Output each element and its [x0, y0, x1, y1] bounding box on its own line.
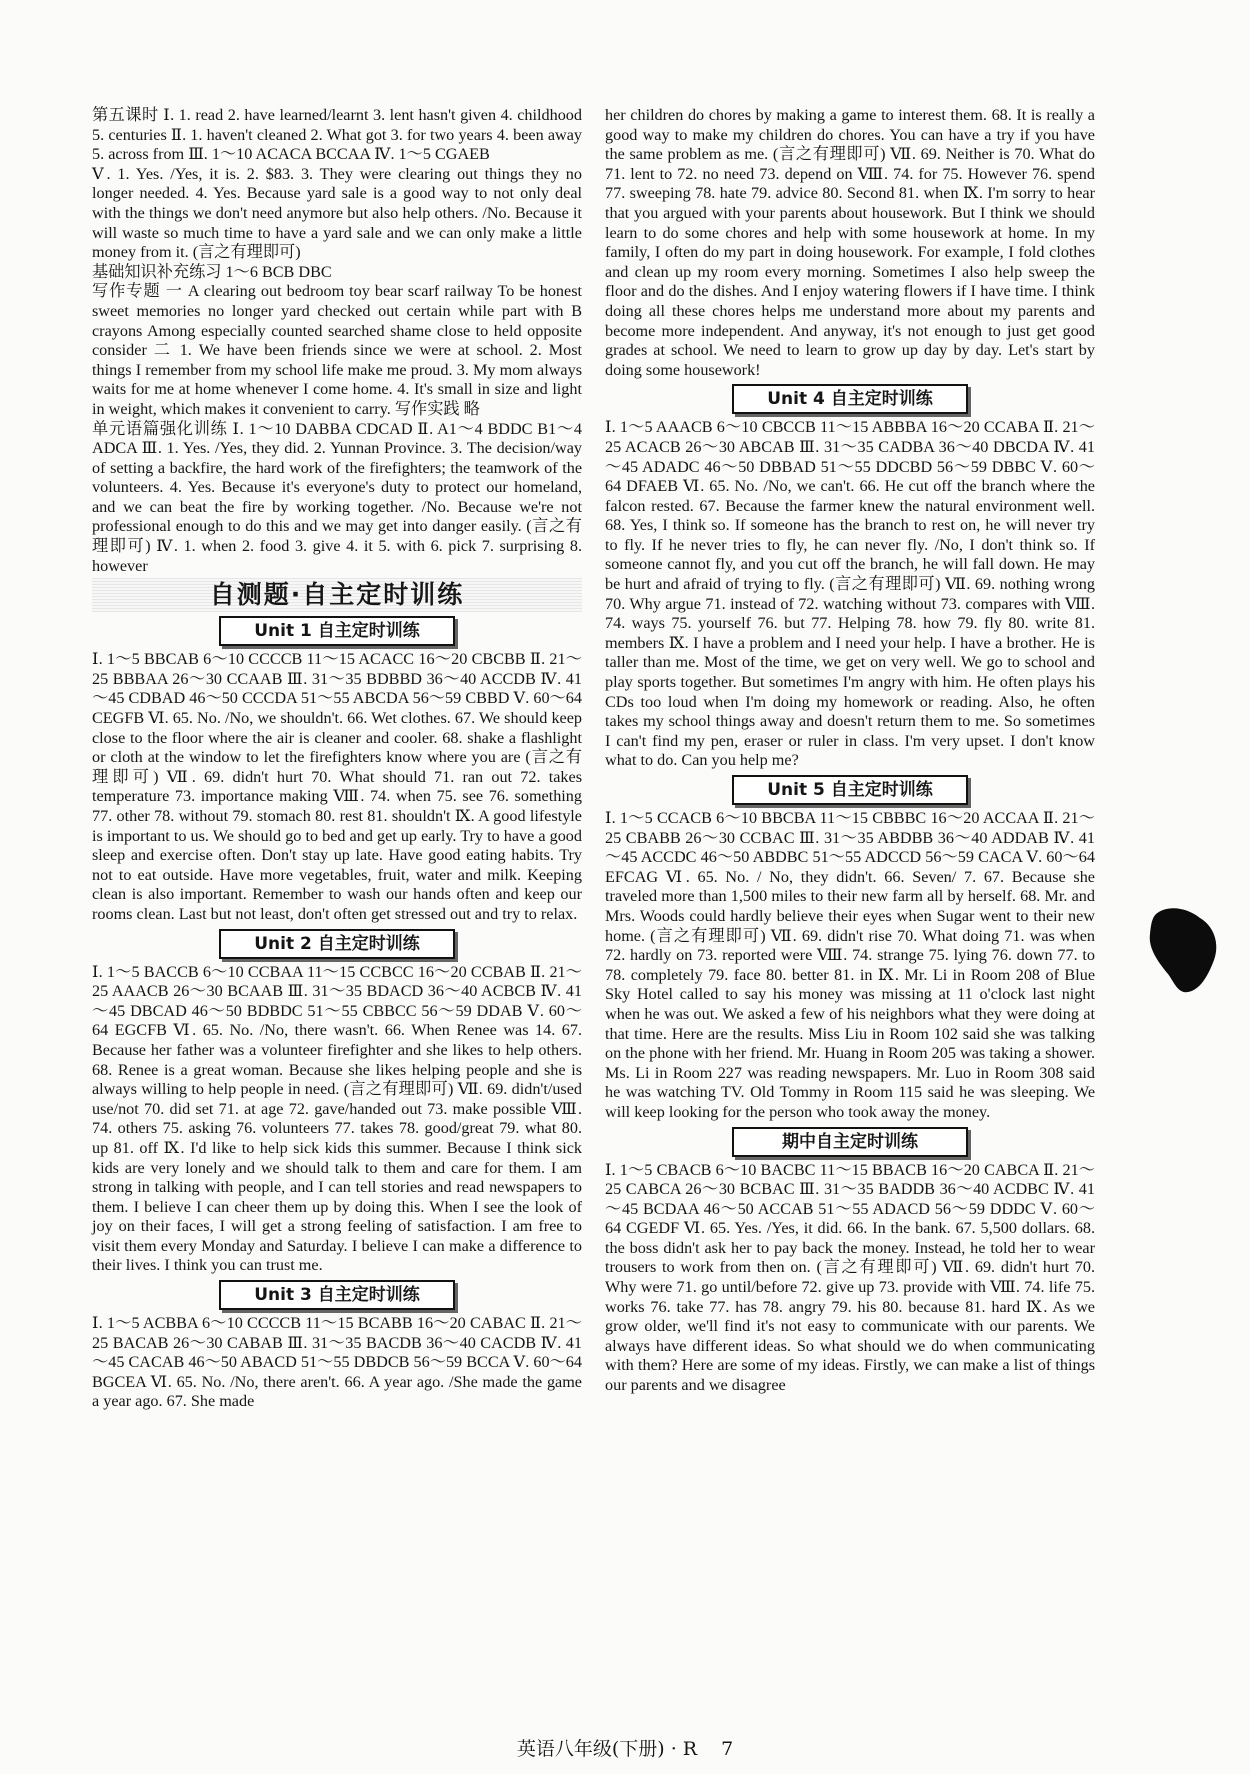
lesson-5-answers: 第五课时 Ⅰ. 1. read 2. have learned/learnt 3. lent hasn't given 4. childhood 5. centuries Ⅱ. 1. haven't cleaned 2. What got 3. for two years 4. been away 5. across from Ⅲ. 1～10 ACACA BCCAA Ⅳ. 1～5 CGAEB [92, 106, 582, 164]
unit-4-title: Unit 4 自主定时训练 [732, 384, 968, 414]
unit-1-answers: Ⅰ. 1～5 BBCAB 6～10 CCCCB 11～15 ACACC 16～20 CBCBB Ⅱ. 21～25 BBBAA 26～30 CCAAB Ⅲ. 31～35 BDBBD 36～40 ACCDB Ⅳ. 41～45 CDBAD 46～50 CCCDA 51～55 ABCDA 56～59 CBBD Ⅴ. 60～64 CEGFB Ⅵ. 65. No. /No, we shouldn't. 66. Wet clothes. 67. We should keep close to the floor where the air is cleaner and cooler. 68. shake a flashlight or cloth at the window to let the firefighters know where you are (言之有理即可) Ⅶ. 69. didn't hurt 70. What should 71. ran out 72. takes temperature 73. importance making Ⅷ. 74. when 75. see 76. something 77. other 78. without 79. stomach 80. rest 81. shouldn't Ⅸ. A good lifestyle is important to us. We should go to bed and get up early. Try to have a good sleep and exercise often. Don't stay up late. Have good eating habits. Try not to eat outside. Have more vegetables, fruit, water and milk. Keeping clean is also important. Remember to wash our hands often and keep our rooms clean. Last but not least, don't often get stressed out and try to relax. [92, 650, 582, 923]
right-column [605, 106, 1095, 1396]
unit-2-title: Unit 2 自主定时训练 [219, 929, 455, 959]
ink-blot-decoration [1148, 904, 1220, 994]
unit-discourse-answers: 单元语篇强化训练 Ⅰ. 1～10 DABBA CDCAD Ⅱ. A1～4 BDDC B1～4 ADCA Ⅲ. 1. Yes. /Yes, they did. 2. Yunnan Province. 3. The decision/way of setting a backfire, the hard work of the firefighters; the teamwork of the volunteers. 4. Yes. Because it's everyone's duty to protect our homeland, and we can beat the fire by working together. /No. Because we're not professional enough to do this and we may get into danger easily. (言之有理即可) Ⅳ. 1. when 2. food 3. give 4. it 5. with 6. pick 7. surprising 8. however [92, 419, 582, 575]
writing-topic-answers: 写作专题 一 A clearing out bedroom toy bear scarf railway To be honest sweet memories no longer yard checked out certain while part with B crayons Among especially counted searched shame close to held opposite consider 二 1. We have been friends since we were at school. 2. Most things I remember from my school life make me proud. 3. My mom always waits for me at home whenever I come home. 4. It's small in size and light in weight, which makes it convenient to carry. 写作实践 略 [92, 282, 582, 418]
left-column [92, 106, 582, 1412]
unit-4-answers: Ⅰ. 1～5 AAACB 6～10 CBCCB 11～15 ABBBA 16～20 CCABA Ⅱ. 21～25 ACACB 26～30 ABCAB Ⅲ. 31～35 CADBA 36～40 DBCDA Ⅳ. 41～45 ADADC 46～50 DBBAD 51～55 DDCBD 56～59 DBBC Ⅴ. 60～64 DFAEB Ⅵ. 65. No. /No, we can't. 66. He cut off the branch where the falcon rested. 67. Because the farmer knew the natural environment well. 68. Yes, I think so. If someone has the branch to rest on, he will never try to fly. If he never tries to fly, he can never fly. /No, I don't think so. If someone cannot fly, and you cut off the branch, he will fall down. He may be hurt and afraid of trying to fly. (言之有理即可) Ⅶ. 69. nothing wrong 70. Why argue 71. instead of 72. watching without 73. compares with Ⅷ. 74. ways 75. yourself 76. but 77. Helping 78. how 79. fly 80. write 81. members Ⅸ. I have a problem and I need your help. I have a brother. He is taller than me. Most of the time, we get on very well. We go to school and play sports together. But sometimes I'm angry with him. He often plays his CDs too loud when I'm doing my homework or reading. Also, he often takes my school things away and doesn't return them to me. So sometimes I can't find my pen, eraser or ruler in class. I'm very upset. I don't know what to do. Can you help me? [605, 418, 1095, 770]
unit-3-answers: Ⅰ. 1～5 ACBBA 6～10 CCCCB 11～15 BCABB 16～20 CABAC Ⅱ. 21～25 BACAB 26～30 CABAB Ⅲ. 31～35 BACDB 36～40 CACDB Ⅳ. 41～45 CACAB 46～50 ABACD 51～55 DBDCB 56～59 BCCA Ⅴ. 60～64 BGCEA Ⅵ. 65. No. /No, there aren't. 66. A year ago. /She made the game a year ago. 67. She made [92, 1314, 582, 1411]
midterm-title: 期中自主定时训练 [732, 1127, 968, 1157]
unit-3-answers-continued: her children do chores by making a game to interest them. 68. It is really a good way to make my children do chores. You can have a try if you have the same problem as me. (言之有理即可) Ⅶ. 69. Neither is 70. What do 71. lent to 72. no need 73. depend on Ⅷ. 74. for 75. However 76. spend 77. sweeping 78. hate 79. advice 80. Second 81. when Ⅸ. I'm sorry to hear that you argued with your parents about housework. But I think we should learn to do some chores and help with some housework at home. In my family, I often do my part in doing housework. For example, I fold clothes and clean up my room every morning. Sometimes I also help sweep the floor and do the dishes. And I enjoy watering flowers if I have time. I think doing all these chores helps me understand more about my parents and become more independent. And anyway, it's not enough to just get good grades at school. We need to learn to grow up day by day. Let's start by doing some housework! [605, 106, 1095, 379]
page-number: 7 [721, 1738, 734, 1760]
unit-2-answers: Ⅰ. 1～5 BACCB 6～10 CCBAA 11～15 CCBCC 16～20 CCBAB Ⅱ. 21～25 AAACB 26～30 BCAAB Ⅲ. 31～35 BDACD 36～40 ACBCB Ⅳ. 41～45 DBCAD 46～50 BDBDC 51～55 CBBCC 56～59 DDAB Ⅴ. 60～64 EGCFB Ⅵ. 65. No. /No, there wasn't. 66. When Renee was 14. 67. Because her father was a volunteer firefighter and she likes to help others. 68. Renee is a great woman. Because she likes helping people and she is always willing to help people in need. (言之有理即可) Ⅶ. 69. didn't/used use/not 70. did set 71. at age 72. gave/handed out 73. make possible Ⅷ. 74. others 75. asking 76. volunteers 77. takes 78. good/great 79. what 80. up 81. off Ⅸ. I'd like to help sick kids this summer. Because I think sick kids are very lonely and we should talk to them and care for them. I am strong in talking with people, and I can tell stories and read newspapers to them. I believe I can cheer them up by doing this. When I see the look of joy on their faces, I will get a strong feeling of satisfaction. I am free to visit them every Monday and Saturday. I believe I can make a difference to their lives. I think you can trust me. [92, 962, 582, 1275]
midterm-answers: Ⅰ. 1～5 CBACB 6～10 BACBC 11～15 BBACB 16～20 CABCA Ⅱ. 21～25 CABCA 26～30 BCBAC Ⅲ. 31～35 BADDB 36～40 ACDBC Ⅳ. 41～45 BCDAA 46～50 ACCAB 51～55 ADACD 56～59 DDDC Ⅴ. 60～64 CGEDF Ⅵ. 65. Yes. /Yes, it did. 66. In the bank. 67. 5,500 dollars. 68. the boss didn't ask her to pay back the money. Instead, he told her to wear trousers to work from then on. (言之有理即可) Ⅶ. 69. didn't hurt 70. Why were 71. go until/before 72. give up 73. provide with Ⅷ. 74. life 75. works 76. take 77. has 78. angry 79. his 80. because 81. hard Ⅸ. As we grow older, we'll find it's not easy to communicate with our parents. We always have different ideas. So what should we do when communicating with them? Here are some of my ideas. Firstly, we can make a list of things our parents and we disagree [605, 1160, 1095, 1395]
page-footer [0, 1734, 1250, 1761]
unit-3-title: Unit 3 自主定时训练 [219, 1280, 455, 1310]
unit-5-title: Unit 5 自主定时训练 [732, 775, 968, 805]
footer-book-label: 英语八年级(下册) · R [516, 1738, 698, 1760]
unit-1-title: Unit 1 自主定时训练 [219, 616, 455, 646]
lesson-5-reading-answers: Ⅴ. 1. Yes. /Yes, it is. 2. $83. 3. They were clearing out things they no longer needed. 4. Yes. Because yard sale is a good way to not only deal with the things we don't need anymore but also help others. /No. Because it will waste so much time to have a yard sale and we can only make a little money from it. (言之有理即可) [92, 164, 582, 262]
self-test-section-title: 自测题·自主定时训练 [92, 578, 582, 612]
basic-knowledge-answers: 基础知识补充练习 1～6 BCB DBC [92, 262, 332, 281]
unit-5-answers: Ⅰ. 1～5 CCACB 6～10 BBCBA 11～15 CBBBC 16～20 ACCAA Ⅱ. 21～25 CBABB 26～30 CCBAC Ⅲ. 31～35 ABDBB 36～40 ADDAB Ⅳ. 41～45 ACCDC 46～50 ABDBC 51～55 ADCCD 56～59 CACA Ⅴ. 60～64 EFCAG Ⅵ. 65. No. / No, they didn't. 66. Seven/ 7. 67. Because she traveled more than 1,500 miles to their new farm all by herself. 68. Mr. and Mrs. Woods could hardly believe their eyes when Sugar went to their new home. (言之有理即可) Ⅶ. 69. didn't rise 70. What doing 71. was when 72. hardly on 73. reported were Ⅷ. 74. strange 75. lying 76. down 77. to 78. completely 79. face 80. better 81. in Ⅸ. Mr. Li in Room 208 of Blue Sky Hotel called to say his money was missing at 11 o'clock last night when he was out. We asked a few of his neighbors what they were doing at that time. Here are the results. Miss Liu in Room 102 said she was talking on the phone with her friend. Mr. Huang in Room 205 was taking a shower. Ms. Li in Room 227 was reading newspapers. Mr. Luo in Room 308 said he was watching TV. Old Tommy in Room 115 said he was sleeping. We will keep looking for the person who took away the money. [605, 809, 1095, 1121]
